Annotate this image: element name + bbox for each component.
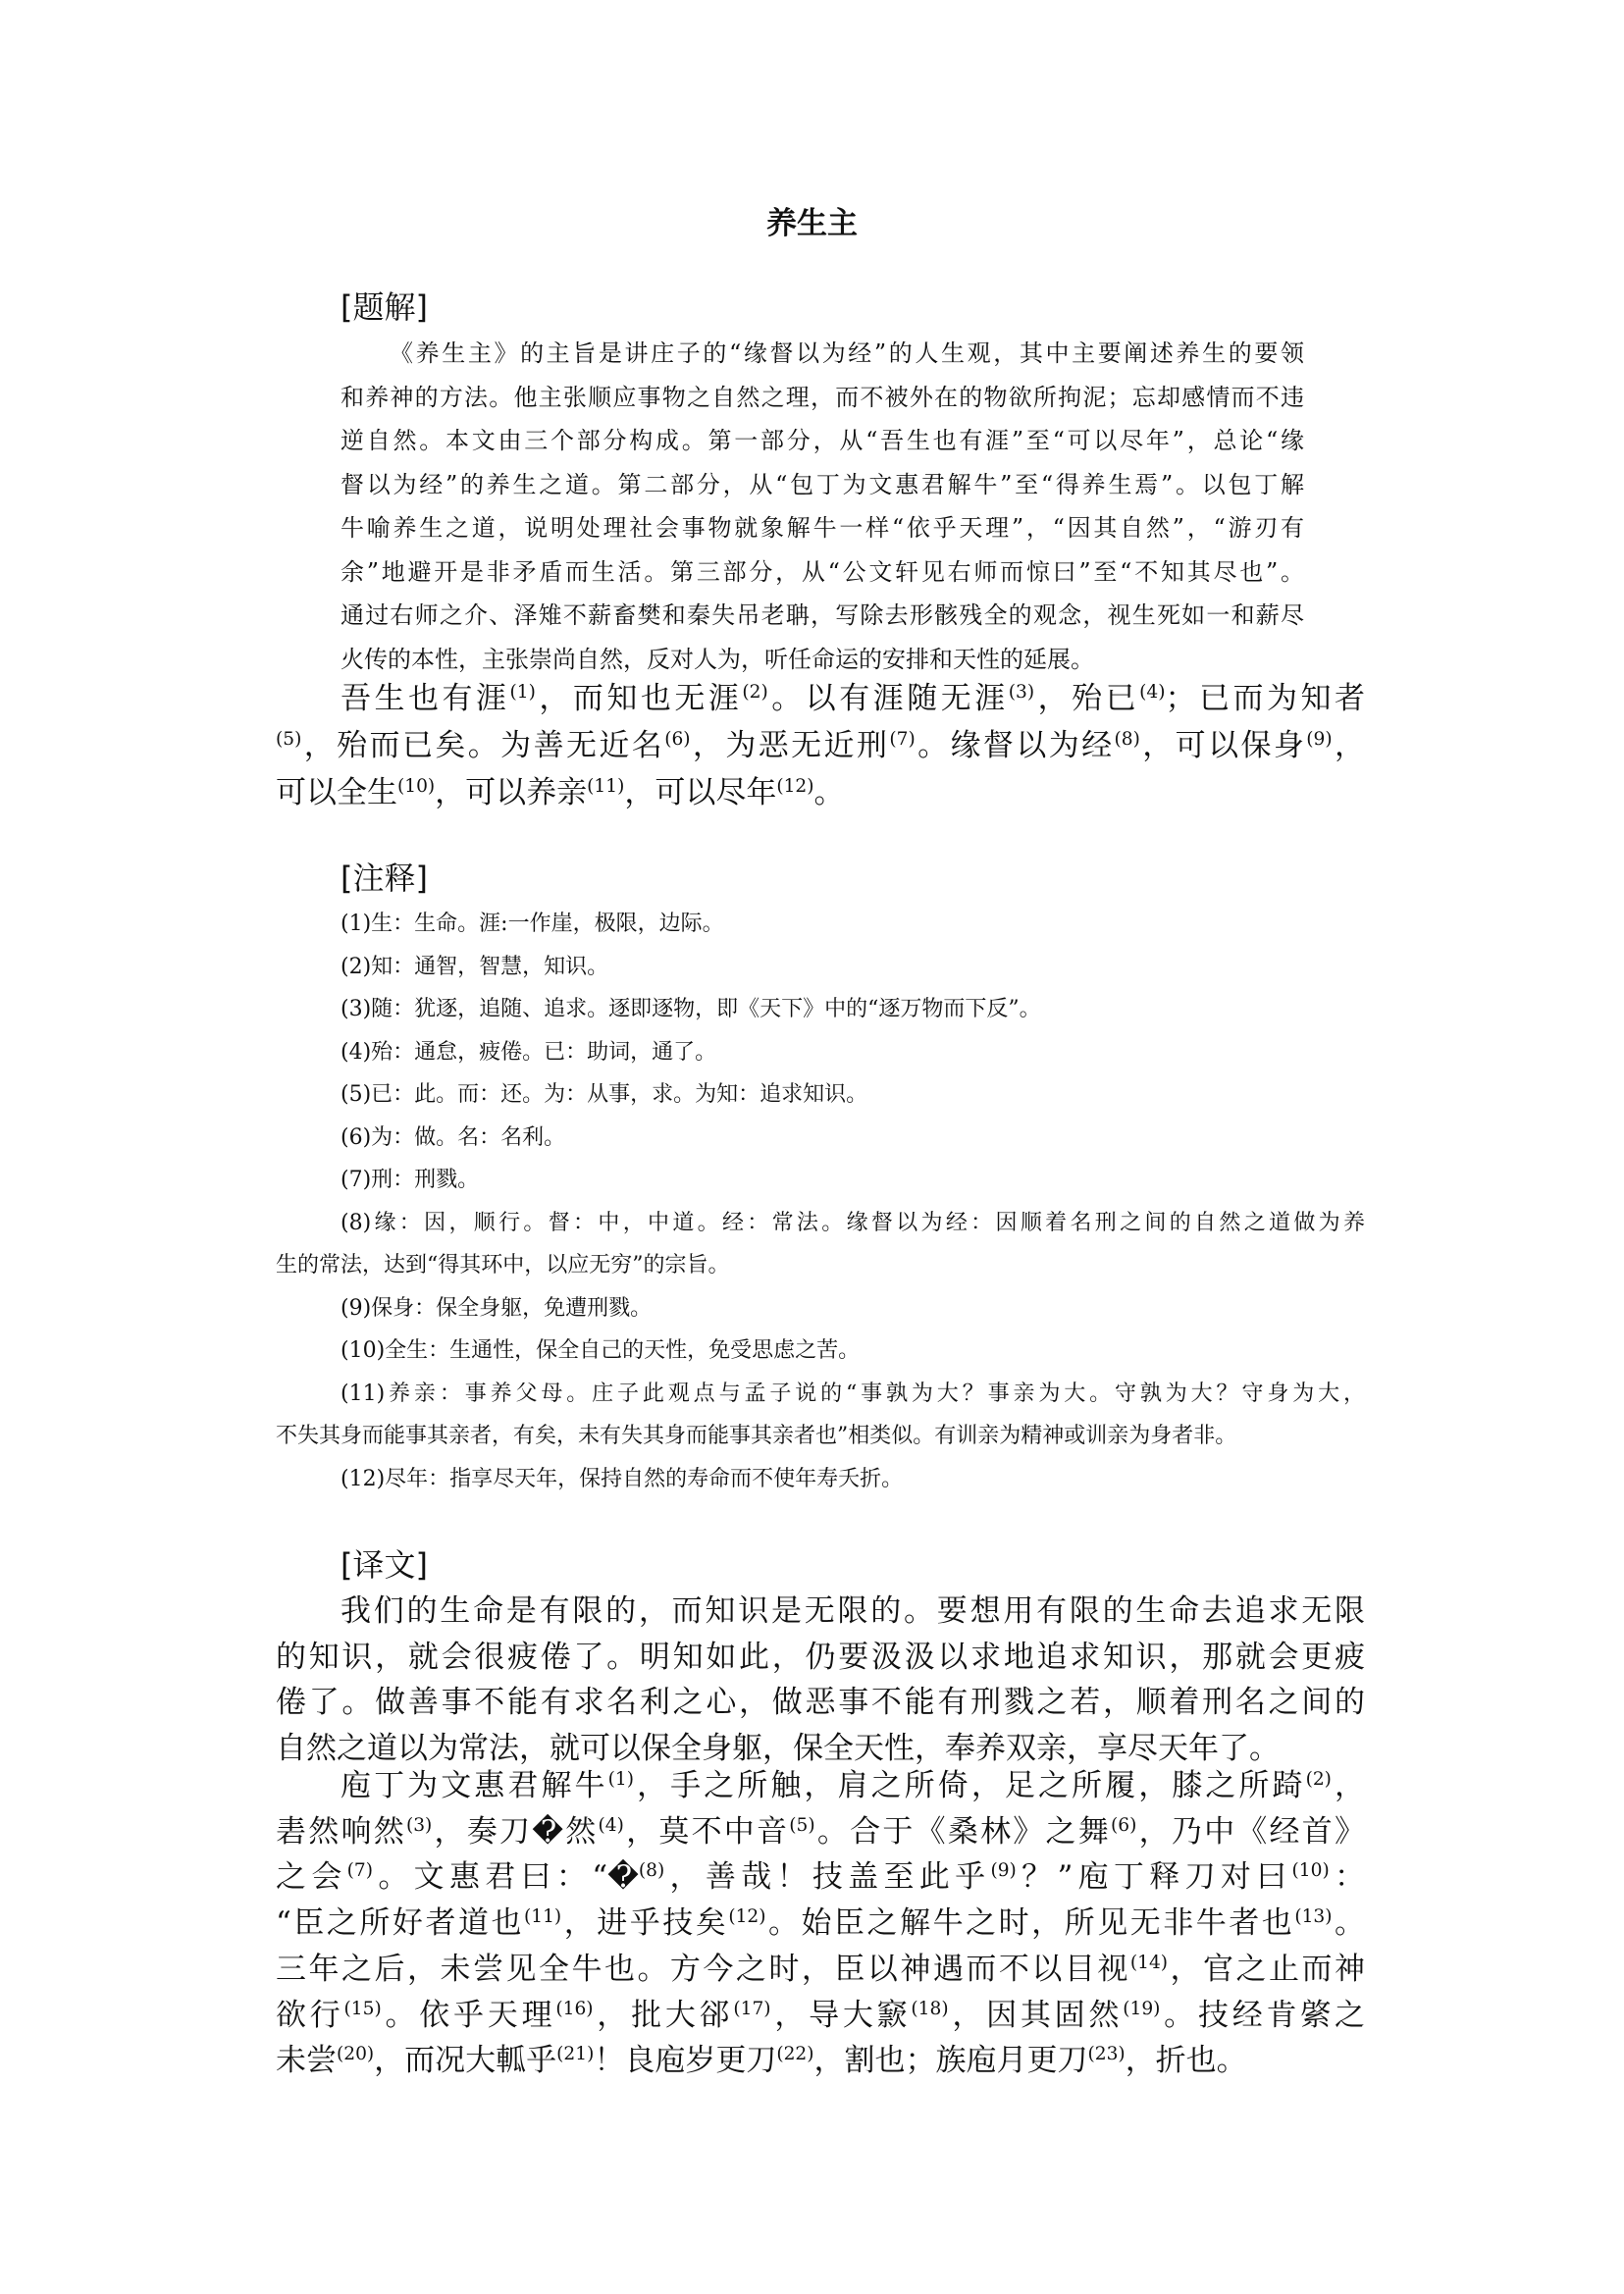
footnote-marker: (1) <box>607 1768 634 1790</box>
text-segment: ！良庖岁更刀 <box>594 2043 777 2079</box>
text-segment: 砉然响然 <box>276 1813 406 1850</box>
text-line <box>276 1809 1365 1855</box>
text-line <box>276 675 1365 722</box>
text-segment: ，割也；族庖月更刀 <box>813 2043 1088 2079</box>
note-item-line: (5)已：此。而：还。为：从事，求。为知：追求知识。 <box>341 1082 868 1107</box>
footnote-marker: (16) <box>555 1998 594 2019</box>
text-line <box>276 1947 1365 1993</box>
footnote-marker: (8) <box>638 1860 665 1882</box>
original-text-paragraph <box>276 675 1365 816</box>
footnote-marker: (20) <box>337 2044 375 2065</box>
text-segment: 欲行 <box>276 1997 344 2033</box>
note-item-line: 生的常法，达到“得其环中，以应无穷”的宗旨。 <box>276 1253 730 1277</box>
translation-line: 自然之道以为常法，就可以保全身躯，保全天性，奉养双亲，享尽天年了。 <box>276 1731 1280 1767</box>
text-segment: ，可以尽年 <box>624 775 777 810</box>
text-segment: ，乃中《经首》 <box>1136 1813 1366 1850</box>
text-segment: 。缘督以为经 <box>915 728 1115 763</box>
text-segment: 。以有涯随无涯 <box>767 681 1009 716</box>
translation-line: 倦了。做善事不能有求名利之心，做恶事不能有刑戮之若，顺着刑名之间的 <box>276 1685 1365 1721</box>
text-segment: ， <box>1332 728 1366 763</box>
footnote-marker: (15) <box>343 1998 382 2019</box>
text-segment: ， <box>1331 1768 1366 1803</box>
text-line <box>276 1901 1365 1947</box>
translation-paragraph <box>276 1589 1365 1772</box>
tijie-paragraph <box>341 332 1304 681</box>
footnote-marker: (8) <box>1114 728 1140 750</box>
text-segment: ，殆已 <box>1034 681 1140 716</box>
note-item-line: (1)生：生命。涯:一作崖，极限，边际。 <box>341 912 724 936</box>
tijie-line: 余”地避开是非矛盾而生活。第三部分，从“公文轩见右师而惊曰”至“不知其尽也”。 <box>341 557 1304 586</box>
text-segment: ，进乎技矣 <box>561 1905 729 1942</box>
footnote-marker: (3) <box>405 1814 433 1836</box>
footnote-marker: (2) <box>742 681 768 703</box>
footnote-marker: (21) <box>556 2044 595 2065</box>
footnote-marker: (9) <box>990 1860 1017 1882</box>
text-segment: ？”庖丁释刀对曰 <box>1016 1859 1292 1896</box>
footnote-marker: (11) <box>524 1905 562 1927</box>
translation-line: 的知识，就会很疲倦了。明知如此，仍要汲汲以求地追求知识，那就会更疲 <box>276 1639 1365 1675</box>
note-item-line: (7)刑：刑戮。 <box>341 1168 480 1192</box>
text-segment: ，手之所触，肩之所倚，足之所履，膝之所踦 <box>633 1768 1306 1803</box>
note-item-line: (10)全生：生通性，保全自己的天性，免受思虑之苦。 <box>341 1338 861 1363</box>
text-segment: 。 <box>813 775 845 810</box>
text-segment: ；已而为知者 <box>1165 681 1366 716</box>
text-segment: ，官之止而神 <box>1168 1951 1365 1987</box>
page-title: 养生主 <box>766 206 858 241</box>
text-segment: ，奏刀�然 <box>432 1813 599 1850</box>
footnote-marker: (18) <box>911 1998 949 2019</box>
footnote-marker: (10) <box>397 775 436 797</box>
text-segment: 。依乎天理 <box>381 1997 556 2033</box>
footnote-marker: (7) <box>889 728 916 750</box>
notes-list <box>276 903 1365 1500</box>
section-heading-translation: [译文] <box>341 1546 428 1584</box>
note-item-line: (12)尽年：指享尽天年，保持自然的寿命而不使年寿夭折。 <box>341 1466 904 1491</box>
footnote-marker: (13) <box>1294 1905 1333 1927</box>
text-segment: ，折也。 <box>1125 2043 1247 2079</box>
note-item-line: (8)缘：因，顺行。督：中，中道。经：常法。缘督以为经：因顺着名刑之间的自然之道做为养 <box>341 1210 1365 1235</box>
text-segment: ，为恶无近刑 <box>690 728 890 763</box>
footnote-marker: (7) <box>346 1860 373 1882</box>
footnote-marker: (10) <box>1291 1860 1330 1882</box>
text-segment: ，莫不中音 <box>623 1813 790 1850</box>
footnote-marker: (9) <box>1306 728 1333 750</box>
text-segment: ，可以保身 <box>1139 728 1307 763</box>
text-segment: 。合于《桑林》之舞 <box>814 1813 1112 1850</box>
footnote-marker: (6) <box>664 728 691 750</box>
footnote-marker: (12) <box>776 775 814 797</box>
text-segment: 可以全生 <box>276 775 397 810</box>
text-line <box>276 1763 1365 1809</box>
text-segment: ，善哉！技盖至此乎 <box>664 1859 991 1896</box>
footnote-marker: (17) <box>733 1998 771 2019</box>
text-segment: 吾生也有涯 <box>341 681 510 716</box>
text-segment: 之会 <box>276 1859 347 1896</box>
footnote-marker: (22) <box>776 2044 814 2065</box>
text-line <box>276 722 1365 769</box>
tijie-line: 通过右师之介、泽雉不薪畜樊和秦失吊老聃，写除去形骸残全的观念，视生死如一和薪尽 <box>341 601 1304 629</box>
text-segment: 庖丁为文惠君解牛 <box>341 1768 608 1803</box>
text-segment: ，导大窾 <box>770 1997 912 2033</box>
section-heading-notes: [注释] <box>341 860 428 897</box>
text-line <box>276 2038 1365 2084</box>
translation-line: 我们的生命是有限的，而知识是无限的。要想用有限的生命去追求无限 <box>341 1593 1365 1629</box>
tijie-line: 火传的本性，主张崇尚自然，反对人为，听任命运的安排和天性的延展。 <box>341 645 1094 673</box>
footnote-marker: (5) <box>276 728 302 750</box>
text-segment: “臣之所好者道也 <box>276 1905 525 1942</box>
text-segment: 未尝 <box>276 2043 337 2079</box>
footnote-marker: (3) <box>1008 681 1035 703</box>
note-item-line: (4)殆：通怠，疲倦。已：助词，通了。 <box>341 1039 717 1065</box>
text-segment: 。文惠君曰：“� <box>373 1859 639 1896</box>
text-segment: ，而知也无涯 <box>535 681 743 716</box>
footnote-marker: (4) <box>598 1814 624 1836</box>
footnote-marker: (4) <box>1139 681 1166 703</box>
footnote-marker: (5) <box>789 1814 815 1836</box>
tijie-line: 和养神的方法。他主张顺应事物之自然之理，而不被外在的物欲所拘泥；忘却感情而不违 <box>341 383 1304 411</box>
note-item-line: (2)知：通智，智慧，知识。 <box>341 954 609 979</box>
footnote-marker: (6) <box>1111 1814 1137 1836</box>
text-segment: ，可以养亲 <box>435 775 588 810</box>
text-line <box>276 1854 1365 1901</box>
text-segment: 。 <box>1332 1905 1366 1942</box>
footnote-marker: (19) <box>1123 1998 1161 2019</box>
footnote-marker: (1) <box>509 681 536 703</box>
note-item-line: 不失其身而能事其亲者，有矣，未有失其身而能事其亲者也”相类似。有训亲为精神或训亲为身者非。 <box>276 1424 1237 1448</box>
note-item-line: (9)保身：保全身躯，免遭刑戮。 <box>341 1295 653 1321</box>
note-item-line: (6)为：做。名：名利。 <box>341 1124 566 1150</box>
tijie-line: 逆自然。本文由三个部分构成。第一部分，从“吾生也有涯”至“可以尽年”，总论“缘 <box>341 427 1304 454</box>
footnote-marker: (11) <box>587 775 625 797</box>
text-segment: ，因其固然 <box>948 1997 1124 2033</box>
tijie-line: 督以为经”的养生之道。第二部分，从“包丁为文惠君解牛”至“得养生焉”。以包丁解 <box>341 470 1304 498</box>
tijie-line: 牛喻养生之道，说明处理社会事物就象解牛一样“依乎天理”，“因其自然”，“游刃有 <box>341 514 1304 542</box>
text-segment: 三年之后，未尝见全牛也。方今之时，臣以神遇而不以目视 <box>276 1951 1130 1987</box>
note-item-line: (3)随：犹逐，追随、追求。逐即逐物，即《天下》中的“逐万物而下反”。 <box>341 997 1041 1021</box>
text-segment: 。技经肯綮之 <box>1160 1997 1366 2033</box>
text-segment: ，殆而已矣。为善无近名 <box>301 728 665 763</box>
section-heading-tijie: [题解] <box>341 288 428 326</box>
footnote-marker: (14) <box>1129 1952 1169 1973</box>
text-segment: ： <box>1329 1859 1366 1896</box>
paoding-paragraph <box>276 1763 1365 2084</box>
text-segment: 。始臣之解牛之时，所见无非牛者也 <box>765 1905 1295 1942</box>
footnote-marker: (2) <box>1305 1768 1332 1790</box>
text-segment: ，批大郤 <box>593 1997 734 2033</box>
footnote-marker: (12) <box>728 1905 766 1927</box>
footnote-marker: (23) <box>1087 2044 1126 2065</box>
tijie-line: 《养生主》的主旨是讲庄子的“缘督以为经”的人生观，其中主要阐述养生的要领 <box>390 339 1304 367</box>
text-line <box>276 1993 1365 2039</box>
text-segment: ，而况大軱乎 <box>374 2043 557 2079</box>
text-line <box>276 769 1365 816</box>
note-item-line: (11)养亲：事养父母。庄子此观点与孟子说的“事孰为大？事亲为大。守孰为大？守身为大， <box>341 1381 1365 1406</box>
